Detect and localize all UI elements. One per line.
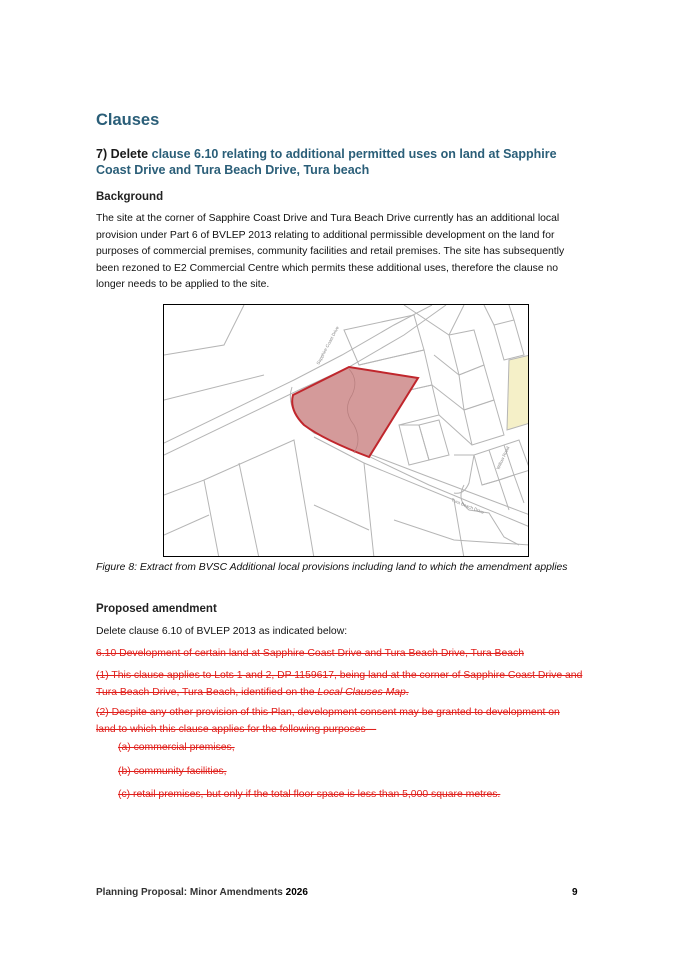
footer-year: 2026 [285,887,308,898]
deleted-item-c: (c) retail premises, but only if the total floor space is less than 5,000 square metres. [118,789,501,800]
site-map [163,304,529,557]
background-text: The site at the corner of Sapphire Coast Drive and Tura Beach Drive currently has an additional local provision under Part 6 of BVLEP 2013 relating to additional permissible development on the land for purposes of commercial premises, community facilities and retail premises. The site has subsequently been rezoned to E2 Commercial Centre which permits these additional uses, therefore the clause no longer needs to be applied to the site. [96,213,565,291]
deleted-subclause-1-end: . [405,686,409,698]
map-label-sapphire-coast-drive: Sapphire Coast Drive [315,325,340,366]
deleted-clause-title: 6.10 Development of certain land at Sapphire Coast Drive and Tura Beach Drive, Tura Beach [96,648,524,659]
local-clauses-map-ref: Local Clauses Map [317,686,406,698]
section-title: Clauses [96,111,160,129]
deleted-subclause-1 [96,668,586,701]
footer-title [96,887,308,898]
site-map-graphic [164,305,529,557]
deleted-item-a: (a) commercial premises, [118,742,235,753]
map-label-tura-beach-drive: Tura Beach Drive [450,497,485,515]
footer-doc-title: Planning Proposal: Minor Amendments [96,887,283,898]
item-verb: Delete [110,147,149,161]
item-number: 7) [96,147,108,161]
deleted-subclause-2: (2) Despite any other provision of this Plan, development consent may be granted to development on land to which this clause applies for the following purposes— [96,707,560,735]
map-label-willow-road: Willow Road [495,445,511,471]
page-number: 9 [572,887,578,898]
figure-caption: Figure 8: Extract from BVSC Additional local provisions including land to which the amendment applies [96,562,568,573]
deleted-item-b: (b) community facilities, [118,766,227,777]
proposed-heading: Proposed amendment [96,603,217,615]
zone-yellow [507,355,529,430]
proposed-intro: Delete clause 6.10 of BVLEP 2013 as indicated below: [96,626,348,637]
deleted-subclause-1-text: (1) This clause applies to Lots 1 and 2, DP 1159617, being land at the corner of Sapphire Coast Drive and Tura Beach Drive, Tura Beach, identified on the [96,670,583,698]
item-title: clause 6.10 relating to additional permitted uses on land at Sapphire Coast Drive and Tura Beach Drive, Tura beach [96,147,557,177]
background-heading: Background [96,191,164,203]
item-heading [96,146,566,178]
